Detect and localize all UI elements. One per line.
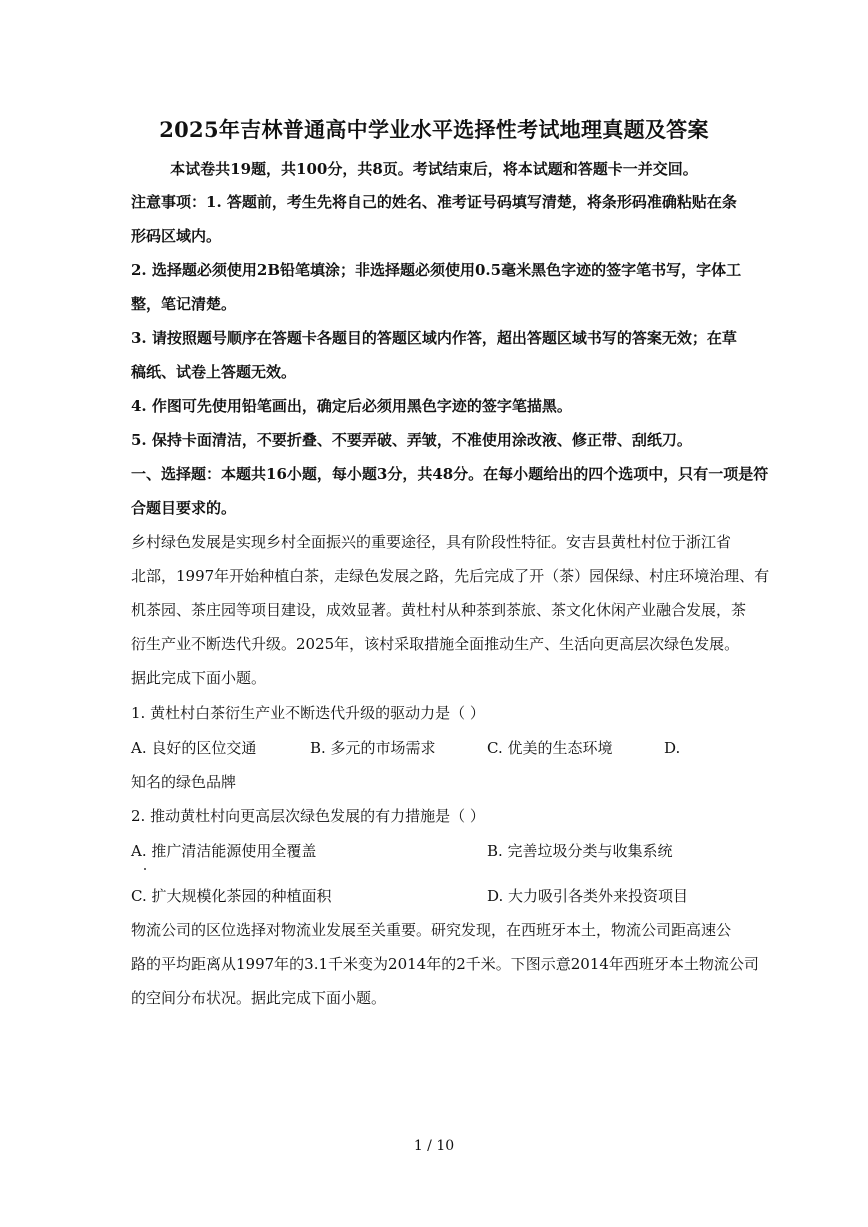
notes-line: 3. 请按照题号顺序在答题卡各题目的答题区域内作答，超出答题区域书写的答案无效；在草 bbox=[131, 329, 737, 347]
option-d: D. bbox=[664, 739, 681, 757]
question-stem: 1. 黄杜村白茶衍生产业不断迭代升级的驱动力是（ ） bbox=[131, 704, 485, 722]
passage-line: 据此完成下面小题。 bbox=[131, 669, 267, 687]
option-a: A. 推广清洁能源使用全覆盖 bbox=[131, 842, 317, 860]
notes-line: 形码区域内。 bbox=[131, 227, 222, 245]
passage-line: 乡村绿色发展是实现乡村全面振兴的重要途径，具有阶段性特征。安吉县黄杜村位于浙江省 bbox=[131, 533, 732, 551]
option-c: C. 扩大规模化茶园的种植面积 bbox=[131, 887, 332, 905]
option-a: A. 良好的区位交通 bbox=[131, 739, 257, 757]
passage-line: 的空间分布状况。据此完成下面小题。 bbox=[131, 989, 387, 1007]
notes-line: 5. 保持卡面清洁，不要折叠、不要弄破、弄皱，不准使用涂改液、修正带、刮纸刀。 bbox=[131, 431, 692, 449]
option-b: B. 完善垃圾分类与收集系统 bbox=[487, 842, 673, 860]
stray-mark bbox=[144, 868, 146, 870]
section-heading: 合题目要求的。 bbox=[131, 499, 237, 517]
option-d-continued: 知名的绿色品牌 bbox=[131, 773, 237, 791]
page-number: 1 / 10 bbox=[413, 1138, 455, 1154]
passage-line: 衍生产业不断迭代升级。2025年，该村采取措施全面推动生产、生活向更高层次绿色发展。 bbox=[131, 635, 740, 653]
notes-line: 2. 选择题必须使用2B铅笔填涂；非选择题必须使用0.5毫米黑色字迹的签字笔书写，字体工 bbox=[131, 261, 742, 279]
notes-line: 注意事项：1. 答题前，考生先将自己的姓名、准考证号码填写清楚，将条形码准确粘贴在条 bbox=[131, 193, 737, 211]
passage-line: 机茶园、茶庄园等项目建设，成效显著。黄杜村从种茶到茶旅、茶文化休闲产业融合发展，茶 bbox=[131, 601, 747, 619]
passage-line: 北部，1997年开始种植白茶，走绿色发展之路，先后完成了开（茶）园保绿、村庄环境治理、有 bbox=[131, 567, 770, 585]
option-b: B. 多元的市场需求 bbox=[310, 739, 436, 757]
passage-line: 路的平均距离从1997年的3.1千米变为2014年的2千米。下图示意2014年西班牙本土物流公司 bbox=[131, 955, 759, 973]
page-title: 2025年吉林普通高中学业水平选择性考试地理真题及答案 bbox=[159, 117, 709, 142]
exam-subtitle: 本试卷共19题，共100分，共8页。考试结束后，将本试题和答题卡一并交回。 bbox=[170, 160, 698, 178]
passage-line: 物流公司的区位选择对物流业发展至关重要。研究发现，在西班牙本土，物流公司距高速公 bbox=[131, 921, 732, 939]
notes-line: 4. 作图可先使用铅笔画出，确定后必须用黑色字迹的签字笔描黑。 bbox=[131, 397, 572, 415]
option-d: D. 大力吸引各类外来投资项目 bbox=[487, 887, 689, 905]
section-heading: 一、选择题：本题共16小题，每小题3分，共48分。在每小题给出的四个选项中，只有一项是符 bbox=[131, 465, 769, 483]
question-stem: 2. 推动黄杜村向更高层次绿色发展的有力措施是（ ） bbox=[131, 807, 485, 825]
notes-line: 整，笔记清楚。 bbox=[131, 295, 237, 313]
notes-line: 稿纸、试卷上答题无效。 bbox=[131, 363, 297, 381]
option-c: C. 优美的生态环境 bbox=[487, 739, 613, 757]
